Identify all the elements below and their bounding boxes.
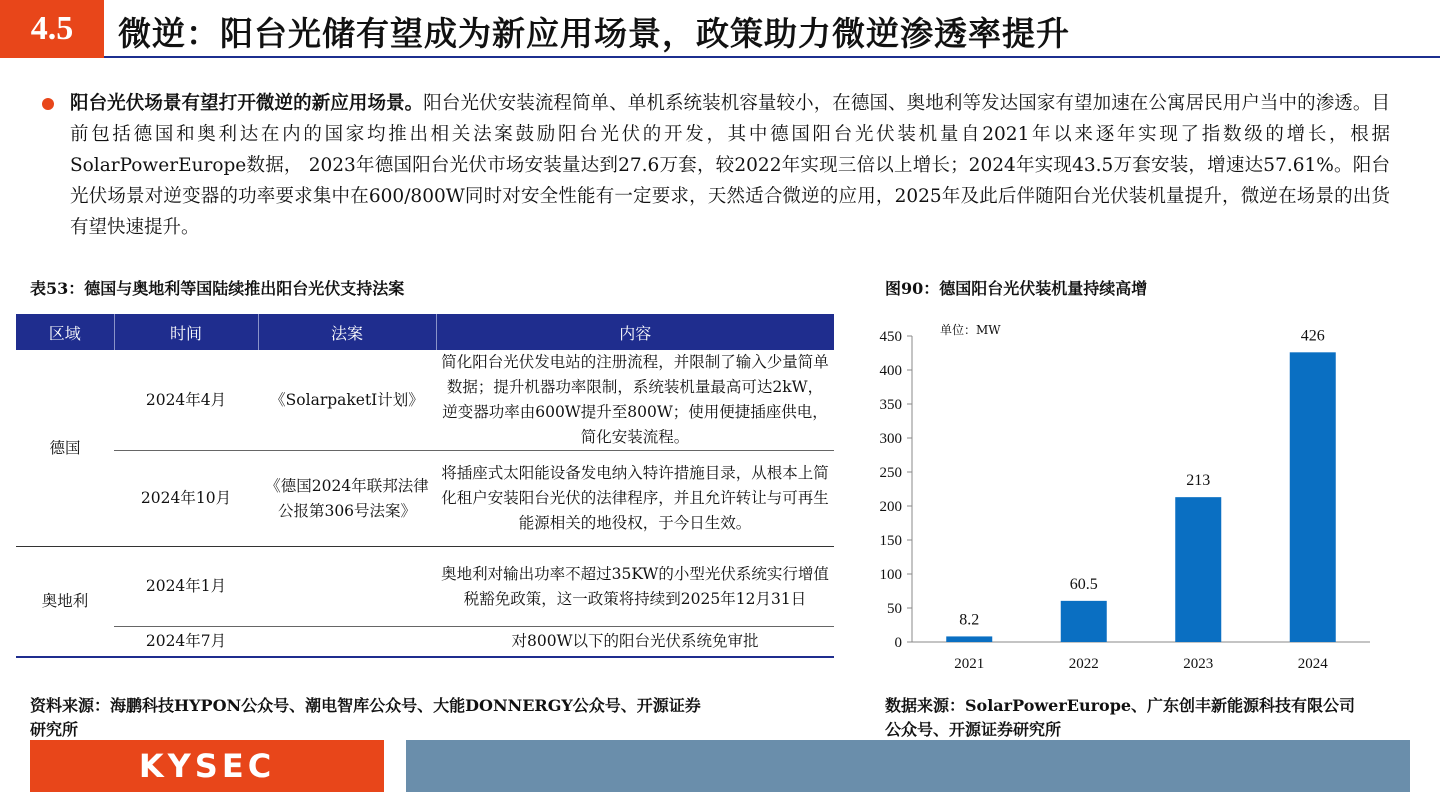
x-tick-label-2022: 2022	[1068, 656, 1099, 672]
row-time: 2024年7月	[114, 627, 258, 657]
y-tick-label: 100	[879, 567, 902, 583]
summary-body: 阳台光伏安装流程简单、单机系统装机容量较小，在德国、奥地利等发达国家有望加速在公寓居民用户当中的渗透。目前包括德国和奥利达在内的国家均推出相关法案鼓励阳台光伏的开发，其中德国阳台光伏装机量自2021年以来逐年实现了指数级的增长，根据SolarPowerEurope数据， 2023年德国阳台光伏市场安装量达到27.6万套，较2022年实现三倍以上增长；2024年实现43.5万套安装，增速达57.61%。阳台光伏场景对逆变器的功率要求集中在600/800W同时对安全性能有一定要求，天然适合微逆的应用，2025年及此后伴随阳台光伏装机量提升，微逆在场景的出货有望快速提升。	[70, 93, 1390, 238]
table-source: 资料来源：海鹏科技HYPON公众号、潮电智库公众号、大能DONNERGY公众号、开源证券研究所	[30, 696, 701, 739]
region-austria: 奥地利	[16, 547, 114, 657]
chart-source: 数据来源：SolarPowerEurope、广东创丰新能源科技有限公司公众号、开源证券研究所	[885, 696, 1356, 739]
x-tick-label-2023: 2023	[1183, 656, 1214, 672]
y-tick-label: 150	[879, 533, 902, 549]
bar-2023	[1175, 497, 1221, 642]
header-time: 时间	[114, 314, 258, 350]
y-tick-label: 250	[879, 465, 902, 481]
table-row	[16, 451, 834, 547]
table-row	[16, 350, 834, 451]
header-content: 内容	[436, 314, 834, 350]
x-tick-label-2024: 2024	[1297, 656, 1328, 672]
chart-title: 图90：德国阳台光伏装机量持续高增	[885, 279, 1148, 298]
y-tick-label: 450	[879, 329, 902, 345]
y-tick-label: 0	[894, 635, 902, 651]
row-time: 2024年1月	[114, 547, 258, 627]
row-time: 2024年4月	[114, 350, 258, 451]
data-label-2024: 426	[1300, 327, 1325, 345]
region-germany: 德国	[16, 350, 114, 547]
y-tick-label: 350	[879, 397, 902, 413]
data-label-2021: 8.2	[959, 611, 980, 629]
row-law	[258, 627, 436, 657]
row-law: 《SolarpaketI计划》	[258, 350, 436, 451]
header-region: 区域	[16, 314, 114, 350]
summary-paragraph	[70, 88, 1390, 243]
page-title: 微逆：阳台光储有望成为新应用场景，政策助力微逆渗透率提升	[118, 14, 1070, 53]
row-law: 《德国2024年联邦法律公报第306号法案》	[258, 451, 436, 547]
data-label-2023: 213	[1186, 472, 1211, 490]
unit-label: 单位：MW	[940, 323, 1001, 337]
header-law: 法案	[258, 314, 436, 350]
row-law	[258, 547, 436, 627]
data-label-2022: 60.5	[1069, 575, 1098, 593]
y-tick-label: 300	[879, 431, 902, 447]
row-content: 奥地利对输出功率不超过35KW的小型光伏系统实行增值税豁免政策，这一政策将持续到2025年12月31日	[436, 547, 834, 627]
row-content: 简化阳台光伏发电站的注册流程，并限制了输入少量简单数据；提升机器功率限制，系统装机量最高可达2kW，逆变器功率由600W提升至800W；使用便捷插座供电，简化安装流程。	[436, 350, 834, 451]
y-tick-label: 400	[879, 363, 902, 379]
row-content: 将插座式太阳能设备发电纳入特许措施目录，从根本上简化租户安装阳台光伏的法律程序，并且允许转让与可再生能源相关的地役权，于今日生效。	[436, 451, 834, 547]
footer-bar	[406, 740, 1410, 792]
kysec-logo: KYSEC	[30, 740, 384, 792]
bar-2021	[946, 636, 992, 642]
table-header-row	[16, 314, 834, 350]
title-divider	[104, 56, 1440, 58]
table-row	[16, 627, 834, 657]
y-tick-label: 50	[887, 601, 902, 617]
summary-lead: 阳台光伏场景有望打开微逆的新应用场景。	[70, 93, 424, 114]
table-caption: 表53：德国与奥地利等国陆续推出阳台光伏支持法案	[30, 279, 405, 298]
bar-2024	[1290, 352, 1336, 642]
row-time: 2024年10月	[114, 451, 258, 547]
install-bar-chart	[860, 318, 1380, 678]
bullet-dot-icon	[42, 98, 54, 110]
section-number: 4.5	[0, 0, 104, 58]
table-row	[16, 547, 834, 627]
x-tick-label-2021: 2021	[954, 656, 985, 672]
policy-table	[16, 314, 834, 658]
y-tick-label: 200	[879, 499, 902, 515]
row-content: 对800W以下的阳台光伏系统免审批	[436, 627, 834, 657]
bar-2022	[1061, 601, 1107, 642]
